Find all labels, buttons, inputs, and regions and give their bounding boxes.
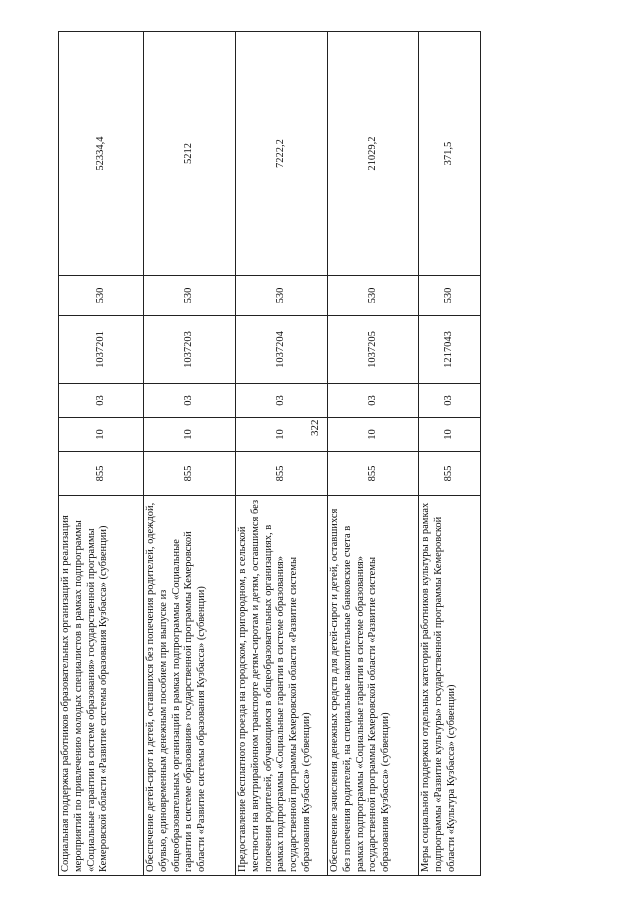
row-subsection-code: 03 xyxy=(236,384,328,418)
row-description: Предоставление бесплатного проезда на городском, пригородном, в сельской местности на внутрирайонном транспорте детям-сиротам и детям, оставшимся без попечения родителей, обучающимся в общеобразовательных организациях, в рамках подпрограммы «Социальные гарантии в системе образования» государственной программы Кемеровской области «Развитие системы образования Кузбасса» (субвенции) xyxy=(236,496,328,876)
row-section-code: 10 xyxy=(144,418,236,452)
row-amount: 7222,2 xyxy=(236,32,328,276)
row-department-code: 855 xyxy=(419,452,481,496)
row-expense-type-code: 530 xyxy=(236,276,328,316)
row-section-code: 10 xyxy=(236,418,328,452)
row-expense-type-code: 530 xyxy=(419,276,481,316)
row-description: Обеспечение зачисления денежных средств для детей-сирот и детей, оставшихся без попечения родителей, на специальные накопительные банковские счета в рамках подпрограммы «Социальные гарантии в системе образования» государственной программы Кемеровской области «Развитие системы образования Кузбасса» (субвенции) xyxy=(328,496,419,876)
row-expense-type-code: 530 xyxy=(59,276,144,316)
row-target-article-code: 1037203 xyxy=(144,316,236,384)
row-subsection-code: 03 xyxy=(144,384,236,418)
row-department-code: 855 xyxy=(328,452,419,496)
row-department-code: 855 xyxy=(59,452,144,496)
page-number: 322 xyxy=(309,419,321,436)
row-target-article-code: 1037201 xyxy=(59,316,144,384)
row-amount: 21029,2 xyxy=(328,32,419,276)
table-row xyxy=(236,32,328,876)
row-description: Меры социальной поддержки отдельных категорий работников культуры в рамках подпрограммы «Развитие культуры» государственной программы Кемеровской области «Культура Кузбасса» (субвенции) xyxy=(419,496,481,876)
row-subsection-code: 03 xyxy=(419,384,481,418)
row-section-code: 10 xyxy=(328,418,419,452)
budget-table-frame xyxy=(58,32,480,876)
row-section-code: 10 xyxy=(419,418,481,452)
row-department-code: 855 xyxy=(236,452,328,496)
row-subsection-code: 03 xyxy=(328,384,419,418)
row-section-code: 10 xyxy=(59,418,144,452)
row-subsection-code: 03 xyxy=(59,384,144,418)
row-amount: 5212 xyxy=(144,32,236,276)
row-target-article-code: 1037205 xyxy=(328,316,419,384)
row-department-code: 855 xyxy=(144,452,236,496)
row-amount: 52334,4 xyxy=(59,32,144,276)
row-target-article-code: 1217043 xyxy=(419,316,481,384)
table-row xyxy=(328,32,419,876)
row-description: Социальная поддержка работников образовательных организаций и реализация мероприятий по привлечению молодых специалистов в рамках подпрограммы «Социальные гарантии в системе образования» государственной программы Кемеровской области «Развитие системы образования Кузбасса» (субвенции) xyxy=(59,496,144,876)
row-expense-type-code: 530 xyxy=(328,276,419,316)
row-amount: 371,5 xyxy=(419,32,481,276)
table-row xyxy=(419,32,481,876)
budget-table xyxy=(58,31,481,876)
row-expense-type-code: 530 xyxy=(144,276,236,316)
table-row xyxy=(144,32,236,876)
table-row xyxy=(59,32,144,876)
row-target-article-code: 1037204 xyxy=(236,316,328,384)
row-description: Обеспечение детей-сирот и детей, оставшихся без попечения родителей, одеждой, обувью, единовременным денежным пособием при выпуске из общеобразовательных организаций в рамках подпрограммы «Социальные гарантии в системе образования» государственной программы Кемеровской области «Развитие системы образования Кузбасса» (субвенции) xyxy=(144,496,236,876)
